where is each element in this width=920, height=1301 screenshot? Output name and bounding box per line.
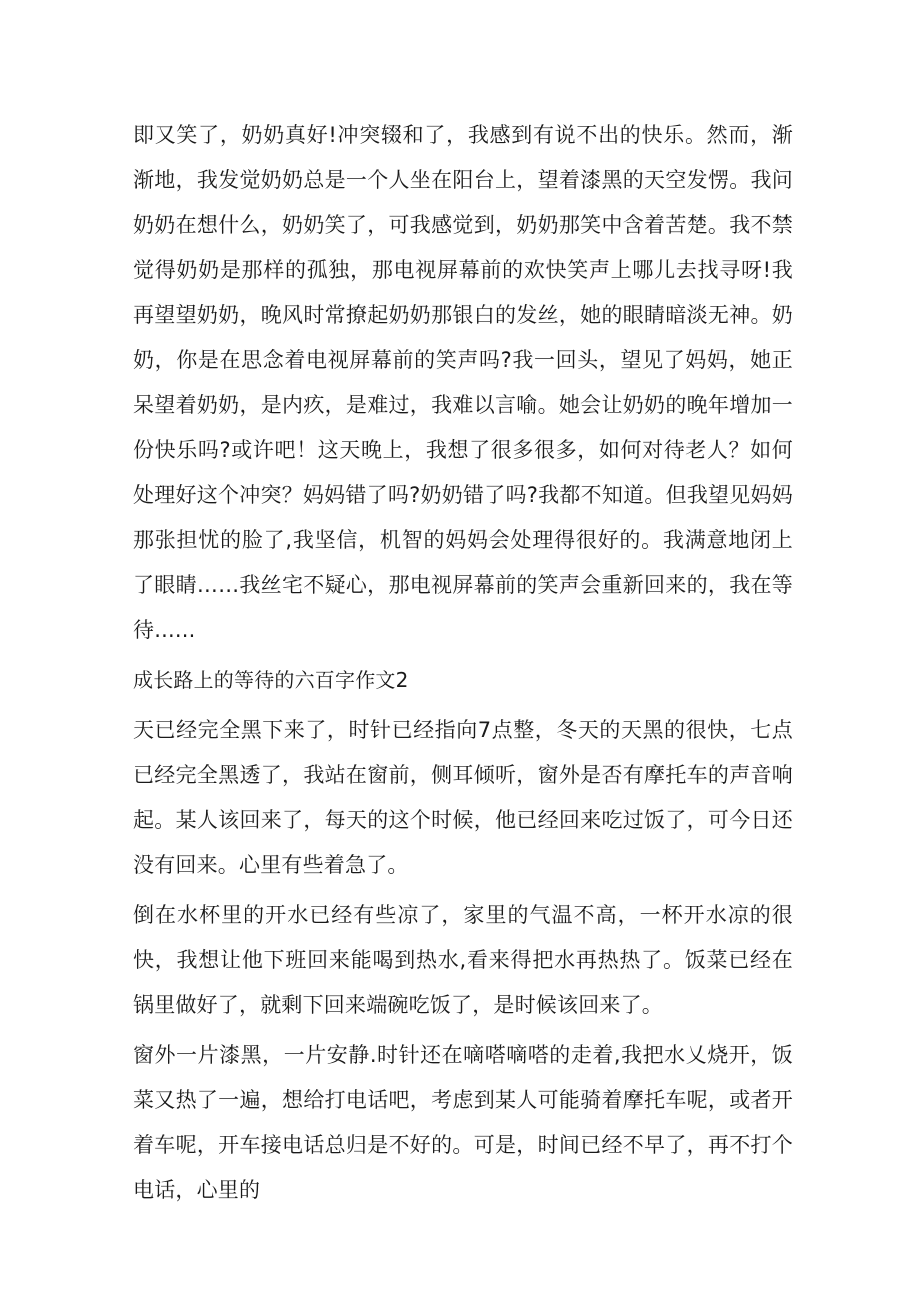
paragraph-3: 倒在水杯里的开水已经有些凉了，家里的气温不高，一杯开水凉的很快，我想让他下班回来能喝到热水,看来得把水再热热了。饭菜已经在锅里做好了，就剩下回来端碗吃饭了，是时候该回来了。 — [133, 903, 793, 1017]
essay-heading: 成长路上的等待的六百字作文2 — [133, 668, 409, 692]
paragraph-2: 天已经完全黑下来了，时针已经指向7点整，冬天的天黑的很快，七点已经完全黑透了，我站在窗前，侧耳倾听，窗外是否有摩托车的声音响起。某人该回来了，每天的这个时候，他已经回来吃过饭了，可今日还没有回来。心里有些着急了。 — [133, 718, 793, 877]
essay-body — [133, 113, 793, 1218]
paragraph-1: 即又笑了，奶奶真好!冲突辍和了，我感到有说不出的快乐。然而，渐渐地，我发觉奶奶总是一个人坐在阳台上，望着漆黑的天空发愣。我问奶奶在想什么，奶奶笑了，可我感觉到，奶奶那笑中含着苦楚。我不禁觉得奶奶是那样的孤独，那电视屏幕前的欢快笑声上哪儿去找寻呀!我再望望奶奶，晚风时常撩起奶奶那银白的发丝，她的眼睛暗淡无神。奶奶，你是在思念着电视屏幕前的笑声吗?我一回头，望见了妈妈，她正呆望着奶奶，是内疚，是难过，我难以言喻。她会让奶奶的晚年增加一份快乐吗?或许吧！这天晚上，我想了很多很多，如何对待老人？如何处理好这个冲突？妈妈错了吗?奶奶错了吗?我都不知道。但我望见妈妈那张担忧的脸了,我坚信，机智的妈妈会处理得很好的。我满意地闭上了眼睛……我丝宅不疑心，那电视屏幕前的笑声会重新回来的，我在等待...... — [133, 123, 793, 642]
paragraph-4: 窗外一片漆黑，一片安静.时针还在嘀嗒嘀嗒的走着,我把水乂烧开，饭菜又热了一遍，想给打电话吧，考虑到某人可能骑着摩托车呢，或者开着车呢，开车接电话总归是不好的。可是，时间已经不早了，再不打个电话，心里的 — [133, 1043, 793, 1202]
